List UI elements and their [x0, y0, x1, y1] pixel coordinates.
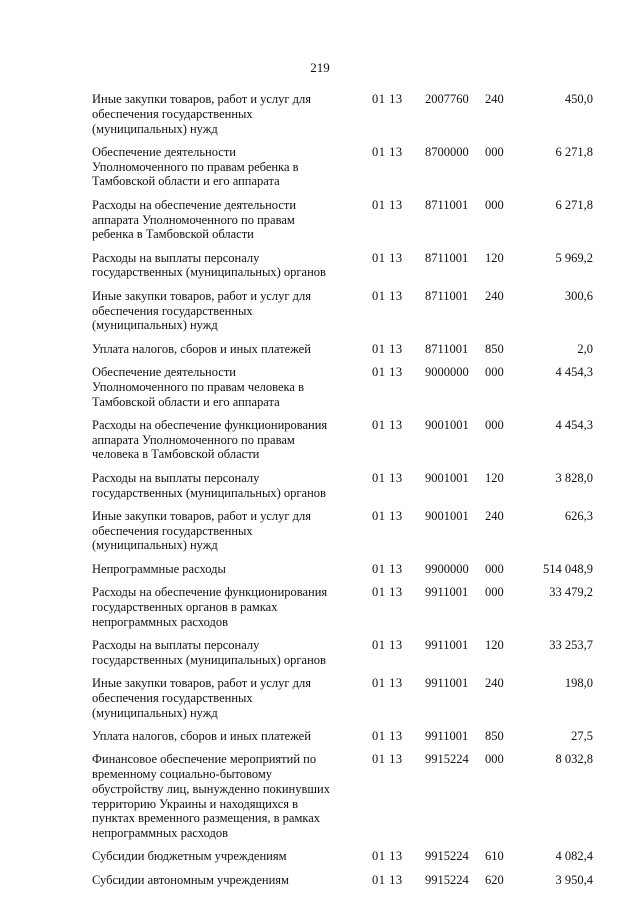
page-number: 219 [310, 60, 330, 75]
amount-value: 4 454,3 [555, 417, 593, 432]
amount-value: 4 454,3 [555, 364, 593, 379]
expense-name: Иные закупки товаров, работ и услуг для обеспечения государственных (муниципальных) нужд [92, 508, 312, 553]
target-article-code: 9900000 [425, 561, 469, 576]
target-article-code: 2007760 [425, 92, 469, 106]
expense-type-code: 000 [485, 144, 504, 159]
expense-name: Иные закупки товаров, работ и услуг для обеспечения государственных (муниципальных) нужд [92, 92, 312, 136]
table-row [92, 471, 599, 501]
expense-type-code: 000 [485, 752, 504, 767]
table-row [92, 849, 599, 864]
table-row [92, 198, 599, 242]
table-row [92, 342, 599, 357]
expense-type-code: 120 [485, 637, 504, 652]
table-row [92, 509, 599, 553]
target-article-code: 9915224 [425, 752, 469, 767]
expense-type-code: 850 [485, 728, 504, 743]
target-article-code: 9001001 [425, 470, 469, 485]
expense-type-code: 120 [485, 470, 504, 485]
section-code: 01 13 [372, 92, 403, 106]
table-row [92, 92, 599, 136]
expense-type-code: 000 [485, 417, 504, 432]
expense-name: Субсидии бюджетным учреждениям [92, 849, 287, 864]
target-article-code: 9001001 [425, 508, 469, 523]
section-code: 01 13 [372, 197, 403, 212]
amount-value: 5 969,2 [555, 250, 593, 265]
expense-type-code: 620 [485, 872, 504, 887]
table-row [92, 729, 599, 744]
table-row [92, 418, 599, 462]
expense-name: Обеспечение деятельности Уполномоченного по правам ребенка в Тамбовской области и его аппарата [92, 144, 299, 189]
expense-type-code: 240 [485, 676, 504, 690]
expense-name: Расходы на обеспечение функционирования государственных органов в рамках непрограммных расходов [92, 585, 328, 629]
target-article-code: 9911001 [425, 728, 469, 743]
section-code: 01 13 [372, 341, 403, 356]
table-row [92, 585, 599, 629]
section-code: 01 13 [372, 752, 403, 767]
expense-type-code: 240 [485, 288, 504, 303]
target-article-code: 8711001 [425, 250, 469, 265]
amount-value: 3 950,4 [555, 872, 593, 887]
section-code: 01 13 [372, 676, 403, 690]
amount-value: 198,0 [564, 676, 593, 690]
expense-name: Расходы на выплаты персоналу государственных (муниципальных) органов [92, 250, 326, 280]
amount-value: 6 271,8 [555, 144, 593, 159]
expense-name: Обеспечение деятельности Уполномоченного по правам человека в Тамбовской области и его аппарата [92, 364, 304, 409]
target-article-code: 9911001 [425, 637, 469, 652]
amount-value: 514 048,9 [543, 561, 593, 576]
table-row [92, 638, 599, 668]
section-code: 01 13 [372, 417, 403, 432]
expense-type-code: 000 [485, 197, 504, 212]
table-row [92, 289, 599, 333]
section-code: 01 13 [372, 849, 403, 864]
expense-type-code: 850 [485, 341, 504, 356]
expense-name: Финансовое обеспечение мероприятий по временному социально-бытовому обустройству лиц, вынужденно покинувших территорию Украины и находящихся в пунктах временного размещения, в рамках непрограммных расходов [92, 752, 330, 841]
target-article-code: 8711001 [425, 341, 469, 356]
section-code: 01 13 [372, 637, 403, 652]
section-code: 01 13 [372, 470, 403, 485]
expense-name: Субсидии автономным учреждениям [92, 872, 289, 887]
amount-value: 6 271,8 [555, 197, 593, 212]
amount-value: 450,0 [564, 92, 593, 106]
target-article-code: 8711001 [425, 288, 469, 303]
expense-name: Непрограммные расходы [92, 561, 226, 576]
amount-value: 3 828,0 [555, 470, 593, 485]
expense-name: Уплата налогов, сборов и иных платежей [92, 341, 311, 356]
amount-value: 27,5 [571, 728, 593, 743]
amount-value: 2,0 [577, 341, 593, 356]
expense-name: Расходы на обеспечение функционирования аппарата Уполномоченного по правам человека в Тамбовской области [92, 417, 328, 462]
expense-name: Расходы на обеспечение деятельности аппарата Уполномоченного по правам ребенка в Тамбовской области [92, 197, 297, 242]
target-article-code: 8711001 [425, 197, 469, 212]
amount-value: 8 032,8 [555, 752, 593, 767]
amount-value: 626,3 [564, 508, 593, 523]
expense-type-code: 000 [485, 585, 504, 600]
section-code: 01 13 [372, 585, 403, 600]
expense-type-code: 610 [485, 849, 504, 864]
amount-value: 33 479,2 [549, 585, 593, 600]
section-code: 01 13 [372, 288, 403, 303]
expense-name: Иные закупки товаров, работ и услуг для обеспечения государственных (муниципальных) нужд [92, 676, 312, 720]
table-row [92, 562, 599, 577]
expense-name: Расходы на выплаты персоналу государственных (муниципальных) органов [92, 470, 326, 500]
target-article-code: 9915224 [425, 849, 469, 864]
expense-name: Расходы на выплаты персоналу государственных (муниципальных) органов [92, 637, 326, 667]
table-row [92, 365, 599, 409]
section-code: 01 13 [372, 872, 403, 887]
target-article-code: 9915224 [425, 872, 469, 887]
target-article-code: 9000000 [425, 364, 469, 379]
expense-type-code: 000 [485, 561, 504, 576]
table-row [92, 873, 599, 888]
amount-value: 300,6 [564, 288, 593, 303]
expense-type-code: 120 [485, 250, 504, 265]
expense-type-code: 000 [485, 364, 504, 379]
table-row [92, 251, 599, 281]
target-article-code: 9911001 [425, 585, 469, 600]
expense-type-code: 240 [485, 508, 504, 523]
section-code: 01 13 [372, 144, 403, 159]
expense-type-code: 240 [485, 92, 504, 106]
table-row [92, 752, 599, 841]
section-code: 01 13 [372, 508, 403, 523]
amount-value: 33 253,7 [549, 637, 593, 652]
target-article-code: 9911001 [425, 676, 469, 690]
target-article-code: 8700000 [425, 144, 469, 159]
amount-value: 4 082,4 [555, 849, 593, 864]
section-code: 01 13 [372, 728, 403, 743]
section-code: 01 13 [372, 250, 403, 265]
expense-name: Уплата налогов, сборов и иных платежей [92, 728, 311, 743]
expense-name: Иные закупки товаров, работ и услуг для обеспечения государственных (муниципальных) нужд [92, 288, 312, 333]
table-row [92, 145, 599, 189]
section-code: 01 13 [372, 561, 403, 576]
section-code: 01 13 [372, 364, 403, 379]
budget-table [92, 92, 599, 896]
target-article-code: 9001001 [425, 417, 469, 432]
table-row [92, 676, 599, 720]
